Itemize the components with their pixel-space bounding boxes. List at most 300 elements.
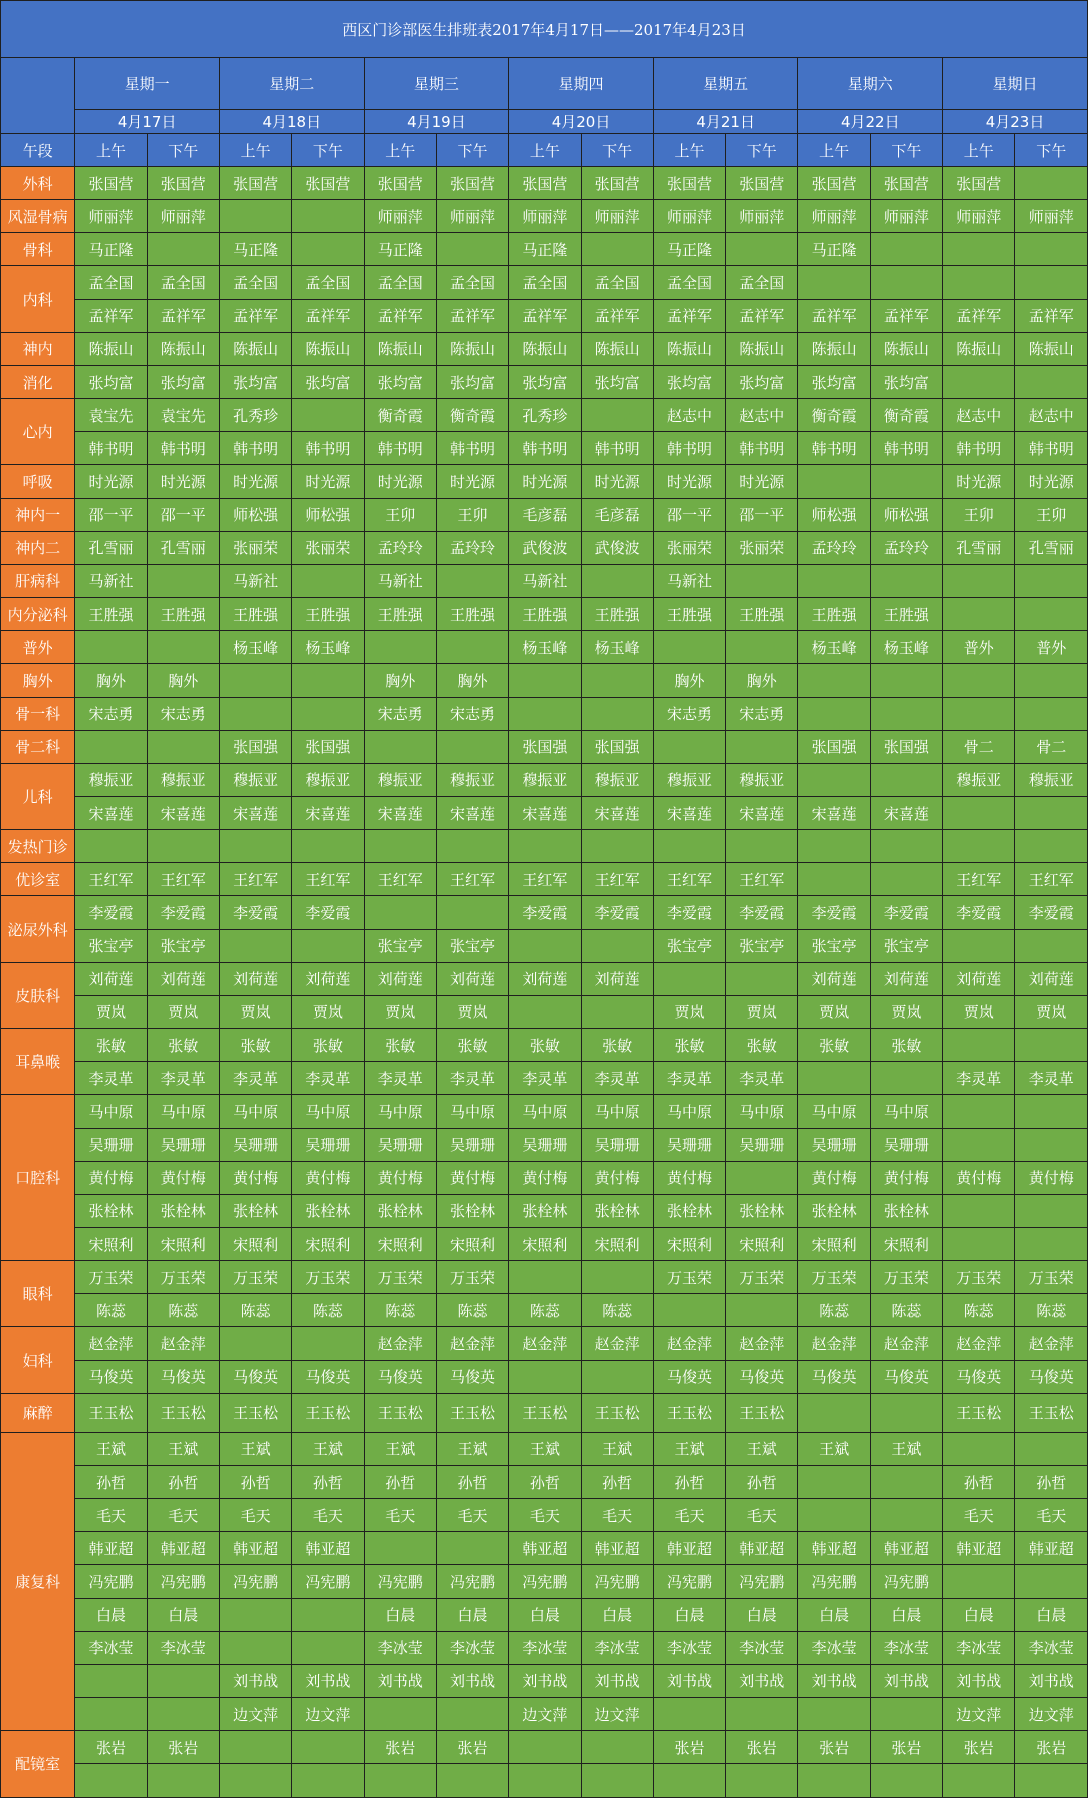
schedule-cell: 马俊英	[726, 1360, 798, 1393]
schedule-cell: 刘荷莲	[75, 962, 147, 995]
department-label: 优诊室	[1, 863, 75, 896]
schedule-cell	[75, 1764, 147, 1797]
schedule-cell: 孟祥军	[509, 299, 581, 332]
table-row	[1, 299, 1088, 332]
schedule-cell: 刘书战	[1015, 1664, 1088, 1697]
schedule-cell: 刘书战	[219, 1664, 291, 1697]
schedule-cell	[653, 1698, 725, 1731]
am-header: 上午	[364, 134, 436, 167]
schedule-cell: 贾岚	[653, 995, 725, 1028]
schedule-cell: 杨玉峰	[292, 631, 364, 664]
schedule-cell: 冯宪鹏	[436, 1565, 508, 1598]
schedule-cell: 张栓林	[509, 1194, 581, 1227]
schedule-cell	[798, 1062, 870, 1095]
schedule-cell: 陈振山	[726, 332, 798, 365]
schedule-cell: 孟全国	[219, 266, 291, 299]
schedule-cell: 刘荷莲	[870, 962, 942, 995]
schedule-cell: 张国营	[726, 167, 798, 200]
schedule-cell: 毛天	[364, 1499, 436, 1532]
schedule-cell: 王斌	[798, 1432, 870, 1465]
schedule-cell	[509, 929, 581, 962]
schedule-cell: 李爱霞	[509, 896, 581, 929]
schedule-cell: 白晨	[943, 1598, 1015, 1631]
schedule-cell: 穆振亚	[147, 763, 219, 796]
schedule-cell	[798, 1499, 870, 1532]
schedule-cell	[1015, 564, 1088, 597]
schedule-cell: 王红军	[581, 863, 653, 896]
schedule-cell	[870, 1465, 942, 1498]
schedule-cell	[726, 730, 798, 763]
table-row	[1, 598, 1088, 631]
schedule-cell: 宋喜莲	[581, 796, 653, 829]
schedule-cell	[292, 1631, 364, 1664]
schedule-cell: 李灵革	[653, 1062, 725, 1095]
schedule-cell: 张栓林	[364, 1194, 436, 1227]
schedule-cell: 张宝亭	[726, 929, 798, 962]
table-row	[1, 796, 1088, 829]
schedule-cell	[726, 233, 798, 266]
schedule-cell	[147, 1764, 219, 1797]
table-row	[1, 1228, 1088, 1261]
schedule-cell: 韩亚超	[147, 1532, 219, 1565]
schedule-cell: 白晨	[726, 1598, 798, 1631]
schedule-cell	[870, 1499, 942, 1532]
schedule-cell: 陈振山	[870, 332, 942, 365]
schedule-cell: 韩亚超	[219, 1532, 291, 1565]
schedule-cell: 王玉松	[75, 1393, 147, 1432]
department-label: 外科	[1, 167, 75, 200]
schedule-cell: 黄付梅	[219, 1161, 291, 1194]
schedule-cell: 韩书明	[364, 432, 436, 465]
schedule-cell: 毛天	[1015, 1499, 1088, 1532]
schedule-cell: 张宝亭	[75, 929, 147, 962]
schedule-cell: 万玉荣	[943, 1261, 1015, 1294]
schedule-cell: 陈蕊	[75, 1294, 147, 1327]
schedule-cell: 毛天	[436, 1499, 508, 1532]
schedule-cell: 赵志中	[653, 399, 725, 432]
schedule-cell: 王斌	[436, 1432, 508, 1465]
schedule-cell	[1015, 1228, 1088, 1261]
schedule-cell: 时光源	[219, 465, 291, 498]
schedule-cell: 赵金萍	[509, 1327, 581, 1360]
schedule-cell: 吴珊珊	[75, 1128, 147, 1161]
schedule-cell: 王斌	[653, 1432, 725, 1465]
schedule-cell: 贾岚	[147, 995, 219, 1028]
schedule-cell: 吴珊珊	[509, 1128, 581, 1161]
schedule-cell: 孟全国	[581, 266, 653, 299]
schedule-cell: 宋照利	[364, 1228, 436, 1261]
schedule-cell: 冯宪鹏	[75, 1565, 147, 1598]
table-row	[1, 1194, 1088, 1227]
table-row	[1, 1432, 1088, 1465]
schedule-cell: 李灵革	[75, 1062, 147, 1095]
table-row	[1, 697, 1088, 730]
table-row	[1, 1764, 1088, 1797]
department-label: 内分泌科	[1, 598, 75, 631]
schedule-cell: 马中原	[75, 1095, 147, 1128]
schedule-cell: 孟全国	[364, 266, 436, 299]
table-row	[1, 1499, 1088, 1532]
schedule-cell: 武俊波	[581, 531, 653, 564]
schedule-cell: 时光源	[1015, 465, 1088, 498]
schedule-cell: 李爱霞	[653, 896, 725, 929]
schedule-cell: 张敏	[653, 1029, 725, 1062]
schedule-cell: 孔秀珍	[509, 399, 581, 432]
schedule-cell	[943, 233, 1015, 266]
schedule-cell: 穆振亚	[509, 763, 581, 796]
schedule-cell: 孙哲	[75, 1465, 147, 1498]
schedule-cell: 赵金萍	[147, 1327, 219, 1360]
schedule-cell	[870, 233, 942, 266]
department-label: 神内二	[1, 531, 75, 564]
schedule-cell: 马新社	[219, 564, 291, 597]
schedule-cell: 孟全国	[726, 266, 798, 299]
schedule-cell: 陈振山	[219, 332, 291, 365]
schedule-cell: 毛天	[509, 1499, 581, 1532]
department-label: 骨一科	[1, 697, 75, 730]
table-row	[1, 664, 1088, 697]
schedule-cell: 胸外	[653, 664, 725, 697]
schedule-cell	[509, 1261, 581, 1294]
schedule-cell: 赵金萍	[798, 1327, 870, 1360]
schedule-cell: 王红军	[147, 863, 219, 896]
schedule-cell: 师丽萍	[75, 200, 147, 233]
schedule-cell: 万玉荣	[292, 1261, 364, 1294]
schedule-cell	[147, 631, 219, 664]
schedule-cell	[726, 1161, 798, 1194]
table-row	[1, 763, 1088, 796]
schedule-cell	[870, 697, 942, 730]
schedule-cell	[943, 1764, 1015, 1797]
schedule-cell: 张栓林	[436, 1194, 508, 1227]
schedule-cell: 黄付梅	[1015, 1161, 1088, 1194]
schedule-cell	[1015, 929, 1088, 962]
schedule-cell	[798, 863, 870, 896]
schedule-cell: 吴珊珊	[581, 1128, 653, 1161]
schedule-cell: 张敏	[219, 1029, 291, 1062]
schedule-cell: 毛天	[726, 1499, 798, 1532]
schedule-cell: 张国营	[436, 167, 508, 200]
schedule-cell: 陈振山	[653, 332, 725, 365]
schedule-cell	[364, 1532, 436, 1565]
schedule-cell: 骨二	[943, 730, 1015, 763]
schedule-cell: 孟祥军	[147, 299, 219, 332]
schedule-cell: 冯宪鹏	[653, 1565, 725, 1598]
schedule-cell: 李爱霞	[798, 896, 870, 929]
schedule-cell: 孟祥军	[870, 299, 942, 332]
schedule-cell	[1015, 365, 1088, 398]
schedule-cell: 刘书战	[364, 1664, 436, 1697]
schedule-cell	[292, 564, 364, 597]
schedule-cell: 张敏	[870, 1029, 942, 1062]
schedule-cell	[798, 465, 870, 498]
schedule-cell: 马俊英	[870, 1360, 942, 1393]
pm-header: 下午	[1015, 134, 1088, 167]
am-header: 上午	[943, 134, 1015, 167]
department-label: 神内	[1, 332, 75, 365]
schedule-cell: 刘荷莲	[1015, 962, 1088, 995]
date-header: 4月22日	[798, 110, 943, 134]
schedule-cell	[798, 1698, 870, 1731]
schedule-cell: 张均富	[436, 365, 508, 398]
schedule-cell: 毛天	[653, 1499, 725, 1532]
schedule-cell: 赵志中	[726, 399, 798, 432]
schedule-cell: 王卯	[436, 498, 508, 531]
schedule-cell: 贾岚	[75, 995, 147, 1028]
schedule-cell: 孙哲	[943, 1465, 1015, 1498]
schedule-cell	[943, 1095, 1015, 1128]
schedule-cell: 袁宝先	[75, 399, 147, 432]
schedule-cell: 冯宪鹏	[219, 1565, 291, 1598]
schedule-cell: 孟全国	[75, 266, 147, 299]
schedule-cell: 宋照利	[147, 1228, 219, 1261]
schedule-cell	[581, 664, 653, 697]
corner-cell	[1, 58, 75, 134]
schedule-cell: 李灵革	[219, 1062, 291, 1095]
schedule-cell: 时光源	[581, 465, 653, 498]
schedule-cell	[75, 1698, 147, 1731]
schedule-cell: 王玉松	[1015, 1393, 1088, 1432]
schedule-cell: 马新社	[509, 564, 581, 597]
schedule-cell: 张国强	[219, 730, 291, 763]
schedule-cell: 张均富	[364, 365, 436, 398]
schedule-cell: 黄付梅	[653, 1161, 725, 1194]
schedule-cell: 万玉荣	[726, 1261, 798, 1294]
schedule-cell: 李灵革	[436, 1062, 508, 1095]
schedule-cell: 王玉松	[581, 1393, 653, 1432]
schedule-cell	[219, 1598, 291, 1631]
schedule-cell: 邵一平	[75, 498, 147, 531]
schedule-cell: 张岩	[75, 1731, 147, 1764]
schedule-cell: 吴珊珊	[292, 1128, 364, 1161]
schedule-cell: 宋志勇	[726, 697, 798, 730]
schedule-cell: 韩亚超	[726, 1532, 798, 1565]
schedule-cell: 王斌	[147, 1432, 219, 1465]
table-row	[1, 1631, 1088, 1664]
schedule-cell: 陈振山	[436, 332, 508, 365]
schedule-cell: 马俊英	[219, 1360, 291, 1393]
schedule-cell: 李灵革	[943, 1062, 1015, 1095]
schedule-cell: 邵一平	[653, 498, 725, 531]
schedule-cell: 孟玲玲	[436, 531, 508, 564]
schedule-cell: 胸外	[436, 664, 508, 697]
department-label: 眼科	[1, 1261, 75, 1327]
schedule-cell: 孔雪丽	[943, 531, 1015, 564]
schedule-cell: 李灵革	[292, 1062, 364, 1095]
schedule-cell: 刘荷莲	[943, 962, 1015, 995]
am-header: 上午	[653, 134, 725, 167]
schedule-cell: 师丽萍	[509, 200, 581, 233]
schedule-cell	[581, 564, 653, 597]
schedule-cell: 师丽萍	[798, 200, 870, 233]
schedule-cell: 刘书战	[726, 1664, 798, 1697]
schedule-cell: 穆振亚	[653, 763, 725, 796]
schedule-cell	[147, 564, 219, 597]
schedule-cell	[364, 730, 436, 763]
table-row	[1, 1393, 1088, 1432]
schedule-cell: 韩书明	[292, 432, 364, 465]
schedule-cell: 王红军	[364, 863, 436, 896]
schedule-cell: 刘书战	[943, 1664, 1015, 1697]
schedule-cell: 贾岚	[943, 995, 1015, 1028]
schedule-cell: 宋照利	[870, 1228, 942, 1261]
schedule-cell: 李冰莹	[147, 1631, 219, 1664]
schedule-cell: 边文萍	[581, 1698, 653, 1731]
schedule-cell	[436, 564, 508, 597]
schedule-cell: 时光源	[75, 465, 147, 498]
schedule-cell: 胸外	[75, 664, 147, 697]
schedule-cell: 马正隆	[653, 233, 725, 266]
schedule-cell: 孟祥军	[75, 299, 147, 332]
table-row	[1, 1731, 1088, 1764]
schedule-cell: 马俊英	[364, 1360, 436, 1393]
schedule-cell: 张丽荣	[219, 531, 291, 564]
table-row	[1, 730, 1088, 763]
schedule-cell: 韩书明	[726, 432, 798, 465]
schedule-cell: 毛天	[147, 1499, 219, 1532]
schedule-cell: 冯宪鹏	[364, 1565, 436, 1598]
schedule-cell: 刘荷莲	[798, 962, 870, 995]
schedule-cell: 师松强	[870, 498, 942, 531]
schedule-cell: 刘书战	[292, 1664, 364, 1697]
department-label: 肝病科	[1, 564, 75, 597]
schedule-cell	[436, 730, 508, 763]
schedule-cell	[509, 1764, 581, 1797]
schedule-cell: 黄付梅	[436, 1161, 508, 1194]
schedule-cell: 韩书明	[147, 432, 219, 465]
schedule-cell	[870, 1393, 942, 1432]
schedule-cell: 马新社	[364, 564, 436, 597]
table-row	[1, 564, 1088, 597]
schedule-cell: 孟全国	[147, 266, 219, 299]
schedule-cell: 陈振山	[1015, 332, 1088, 365]
schedule-cell	[509, 697, 581, 730]
schedule-cell	[509, 1360, 581, 1393]
schedule-cell: 宋志勇	[436, 697, 508, 730]
schedule-cell: 宋照利	[509, 1228, 581, 1261]
schedule-cell	[726, 631, 798, 664]
schedule-cell: 陈振山	[364, 332, 436, 365]
schedule-cell: 张栓林	[292, 1194, 364, 1227]
table-row	[1, 266, 1088, 299]
schedule-cell: 白晨	[75, 1598, 147, 1631]
schedule-cell: 孟玲玲	[364, 531, 436, 564]
schedule-cell: 师松强	[292, 498, 364, 531]
schedule-cell: 贾岚	[436, 995, 508, 1028]
schedule-cell: 张国营	[292, 167, 364, 200]
schedule-cell: 胸外	[147, 664, 219, 697]
schedule-cell: 李爱霞	[75, 896, 147, 929]
schedule-cell: 张敏	[292, 1029, 364, 1062]
schedule-cell: 马中原	[364, 1095, 436, 1128]
schedule-cell: 杨玉峰	[870, 631, 942, 664]
schedule-cell: 韩亚超	[75, 1532, 147, 1565]
schedule-cell: 时光源	[292, 465, 364, 498]
schedule-cell	[870, 763, 942, 796]
schedule-cell: 胸外	[364, 664, 436, 697]
schedule-cell	[147, 1698, 219, 1731]
schedule-cell: 张岩	[147, 1731, 219, 1764]
department-label: 风湿骨病	[1, 200, 75, 233]
schedule-cell: 孟祥军	[943, 299, 1015, 332]
schedule-cell: 边文萍	[219, 1698, 291, 1731]
department-label: 儿科	[1, 763, 75, 829]
schedule-cell	[1015, 266, 1088, 299]
schedule-cell: 孟全国	[292, 266, 364, 299]
table-row	[1, 1598, 1088, 1631]
schedule-cell: 张国营	[147, 167, 219, 200]
schedule-cell: 马俊英	[75, 1360, 147, 1393]
schedule-cell: 宋喜莲	[75, 796, 147, 829]
schedule-cell: 张宝亭	[798, 929, 870, 962]
department-label: 呼吸	[1, 465, 75, 498]
schedule-cell: 万玉荣	[219, 1261, 291, 1294]
schedule-cell: 赵金萍	[943, 1327, 1015, 1360]
schedule-cell: 孟玲玲	[798, 531, 870, 564]
schedule-cell: 李冰莹	[509, 1631, 581, 1664]
schedule-cell: 胸外	[726, 664, 798, 697]
schedule-cell	[292, 929, 364, 962]
schedule-cell	[364, 1698, 436, 1731]
schedule-cell: 韩亚超	[292, 1532, 364, 1565]
schedule-cell: 马中原	[726, 1095, 798, 1128]
page-title: 西区门诊部医生排班表2017年4月17日——2017年4月23日	[1, 1, 1088, 58]
schedule-cell: 贾岚	[1015, 995, 1088, 1028]
schedule-cell	[943, 796, 1015, 829]
schedule-cell	[75, 1664, 147, 1697]
am-header: 上午	[509, 134, 581, 167]
schedule-cell: 陈蕊	[870, 1294, 942, 1327]
department-label: 妇科	[1, 1327, 75, 1393]
schedule-cell: 韩书明	[943, 432, 1015, 465]
schedule-cell: 张国强	[870, 730, 942, 763]
schedule-cell: 陈蕊	[147, 1294, 219, 1327]
schedule-cell	[292, 1598, 364, 1631]
am-header: 上午	[219, 134, 291, 167]
schedule-cell: 张国强	[509, 730, 581, 763]
schedule-cell	[364, 631, 436, 664]
schedule-cell	[364, 896, 436, 929]
schedule-cell: 韩书明	[653, 432, 725, 465]
schedule-cell: 宋志勇	[75, 697, 147, 730]
schedule-cell: 王斌	[509, 1432, 581, 1465]
schedule-cell: 马中原	[292, 1095, 364, 1128]
schedule-cell	[653, 730, 725, 763]
schedule-cell: 王胜强	[581, 598, 653, 631]
schedule-cell: 宋喜莲	[870, 796, 942, 829]
schedule-cell: 王卯	[943, 498, 1015, 531]
schedule-cell	[726, 962, 798, 995]
department-label: 泌尿外科	[1, 896, 75, 962]
schedule-cell	[1015, 598, 1088, 631]
schedule-cell: 边文萍	[509, 1698, 581, 1731]
schedule-cell: 陈蕊	[436, 1294, 508, 1327]
schedule-cell	[870, 1698, 942, 1731]
schedule-cell: 时光源	[509, 465, 581, 498]
schedule-cell: 陈蕊	[364, 1294, 436, 1327]
schedule-cell	[581, 1764, 653, 1797]
schedule-cell: 黄付梅	[292, 1161, 364, 1194]
schedule-cell: 穆振亚	[943, 763, 1015, 796]
schedule-cell: 陈蕊	[219, 1294, 291, 1327]
schedule-cell: 王斌	[292, 1432, 364, 1465]
table-row	[1, 1532, 1088, 1565]
schedule-cell: 孟祥军	[798, 299, 870, 332]
pm-header: 下午	[726, 134, 798, 167]
schedule-cell: 宋喜莲	[147, 796, 219, 829]
schedule-cell: 万玉荣	[870, 1261, 942, 1294]
schedule-cell: 马俊英	[147, 1360, 219, 1393]
